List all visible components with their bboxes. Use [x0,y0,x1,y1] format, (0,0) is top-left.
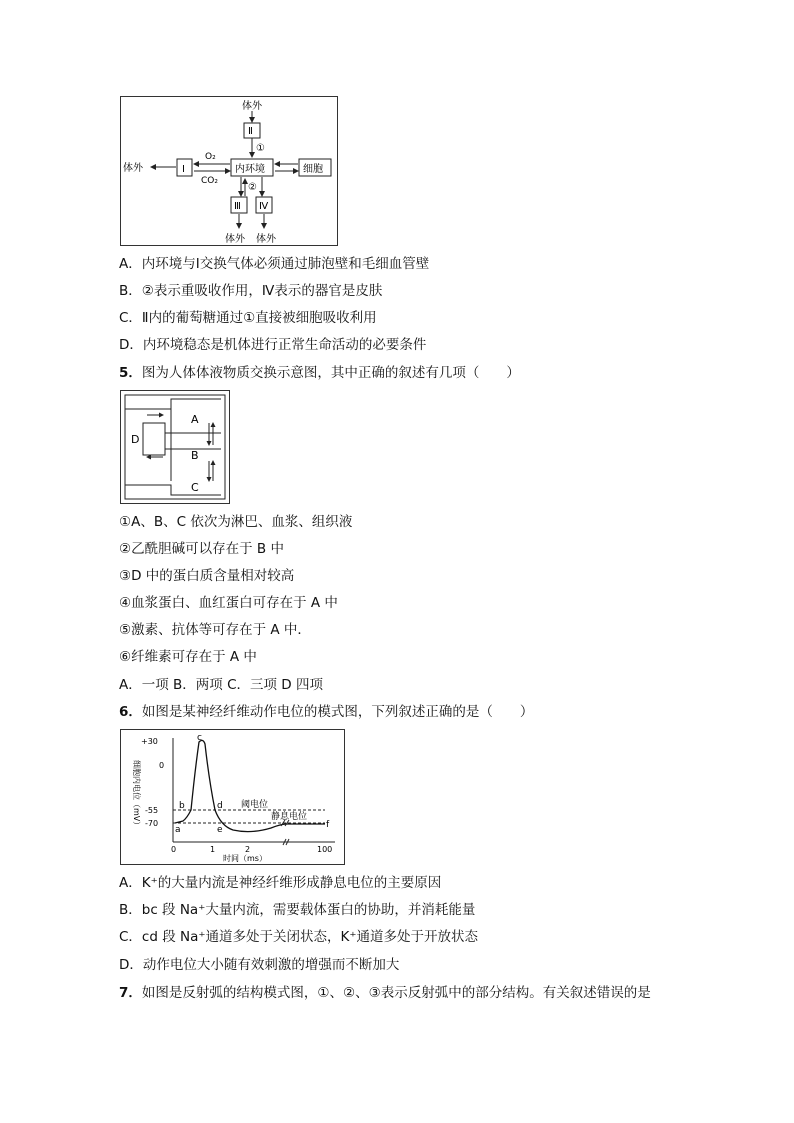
threshold-label: 阈电位 [241,800,269,810]
q5-stem-text: 图为人体体液物质交换示意图，其中正确的叙述有几项（ ） [141,365,520,381]
point-b: b [179,801,185,811]
q5-statement-5: ⑤激素、抗体等可存在于 A 中． [119,622,311,638]
q5-statement-1: ①A、B、C 依次为淋巴、血浆、组织液 [119,514,353,530]
cell-label: 细胞 [303,164,323,175]
label-c: C [191,481,199,494]
outside-left-label: 体外 [123,163,143,174]
q4-option-b: B．②表示重吸收作用，Ⅳ表示的器官是皮肤 [119,283,383,299]
box-4-label: Ⅳ [259,201,269,212]
x-tick-1: 1 [210,845,216,854]
y-tick-30: +30 [141,737,158,746]
q5-options: A．一项 B．两项 C．三项 D 四项 [119,677,323,693]
x-tick-100: 100 [317,845,333,854]
outside-bottom-left-label: 体外 [225,234,245,245]
figure-action-potential [120,729,345,865]
q7-stem-text: 如图是反射弧的结构模式图，①、②、③表示反射弧中的部分结构。有关叙述错误的是 [141,985,651,1001]
box-3-label: Ⅲ [234,201,241,212]
y-axis-label: 细胞内电位（mV） [132,760,141,830]
mark-2: ② [248,182,257,193]
label-b: B [191,449,199,462]
q7-number: 7． [119,985,142,1001]
y-tick-70: -70 [145,819,159,828]
label-a: A [191,413,199,426]
q5-statement-2: ②乙酰胆碱可以存在于 B 中 [119,541,284,557]
action-potential-graph [121,730,344,864]
point-f: f [326,820,330,830]
figure-internal-environment [120,96,338,246]
q6-stem [119,703,533,721]
q6-stem-text: 如图是某神经纤维动作电位的模式图，下列叙述正确的是（ ） [141,704,534,720]
q5-statement-3: ③D 中的蛋白质含量相对较高 [119,568,295,584]
q6-option-a: A．K⁺的大量内流是神经纤维形成静息电位的主要原因 [119,875,442,891]
box-1-label: Ⅰ [182,164,185,175]
internal-environment-diagram [121,97,337,245]
label-d: D [131,433,140,446]
outside-bottom-right-label: 体外 [256,234,276,245]
x-tick-0: 0 [171,845,177,854]
q5-statement-4: ④血浆蛋白、血红蛋白可存在于 A 中 [119,595,338,611]
point-e: e [217,825,223,835]
q7-stem [119,984,651,1002]
co2-label: CO₂ [201,176,218,186]
y-tick-55: -55 [145,806,159,815]
resting-label: 静息电位 [271,812,308,822]
point-d: d [217,801,223,811]
outside-top-label: 体外 [242,101,262,112]
internal-env-label: 内环境 [235,164,265,175]
body-fluid-diagram [121,391,229,503]
box-2-label: Ⅱ [248,126,253,137]
outer-frame [125,395,225,499]
o2-label: O₂ [205,152,216,162]
q5-stem [119,364,520,382]
mark-1: ① [256,143,265,154]
q5-statement-6: ⑥纤维素可存在于 A 中 [119,649,257,665]
point-a: a [175,825,181,835]
y-tick-0: 0 [159,761,165,770]
q4-option-c: C．Ⅱ内的葡萄糖通过①直接被细胞吸收利用 [119,310,377,326]
q6-option-d: D．动作电位大小随有效刺激的增强而不断加大 [119,957,400,973]
q6-option-b: B．bc 段 Na⁺大量内流，需要载体蛋白的协助，并消耗能量 [119,902,476,918]
q6-number: 6． [119,704,142,720]
point-c: c [197,733,202,743]
figure-body-fluid-exchange [120,390,230,504]
x-tick-2: 2 [245,845,251,854]
q6-option-c: C．cd 段 Na⁺通道多处于关闭状态，K⁺通道多处于开放状态 [119,929,478,945]
x-axis-label: 时间（ms） [223,854,267,863]
q4-option-a: A．内环境与Ⅰ交换气体必须通过肺泡壁和毛细血管壁 [119,256,430,272]
q5-number: 5． [119,365,142,381]
box-d [143,423,165,455]
q4-option-d: D．内环境稳态是机体进行正常生命活动的必要条件 [119,337,427,353]
